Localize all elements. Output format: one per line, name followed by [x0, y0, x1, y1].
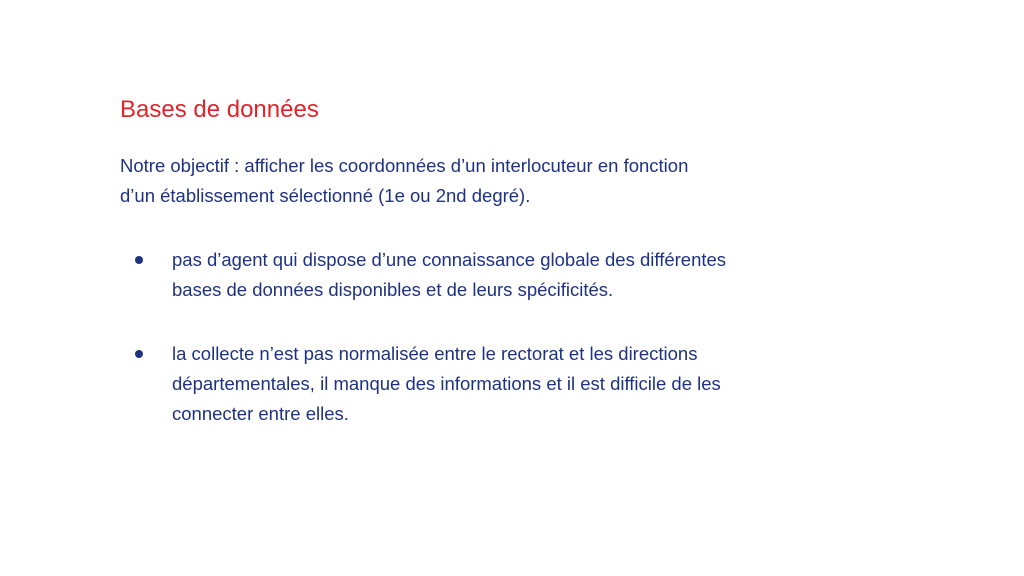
- bullet-dot-icon: [135, 256, 143, 264]
- intro-paragraph: [120, 151, 880, 211]
- slide-title: Bases de données: [120, 96, 319, 123]
- bullet-item: [120, 339, 880, 429]
- bullet-item: [120, 245, 880, 305]
- bullet-line: pas d’agent qui dispose d’une connaissance globale des différentes: [172, 249, 727, 270]
- bullet-line: connecter entre elles.: [172, 403, 349, 424]
- bullet-line: bases de données disponibles et de leurs spécificités.: [172, 279, 614, 300]
- intro-line: Notre objectif : afficher les coordonnées d’un interlocuteur en fonction: [120, 155, 689, 176]
- bullet-list: [120, 245, 880, 429]
- bullet-dot-icon: [135, 350, 143, 358]
- bullet-line: la collecte n’est pas normalisée entre le rectorat et les directions: [172, 343, 698, 364]
- intro-line: d’un établissement sélectionné (1e ou 2nd degré).: [120, 185, 531, 206]
- bullet-line: départementales, il manque des informations et il est difficile de les: [172, 373, 721, 394]
